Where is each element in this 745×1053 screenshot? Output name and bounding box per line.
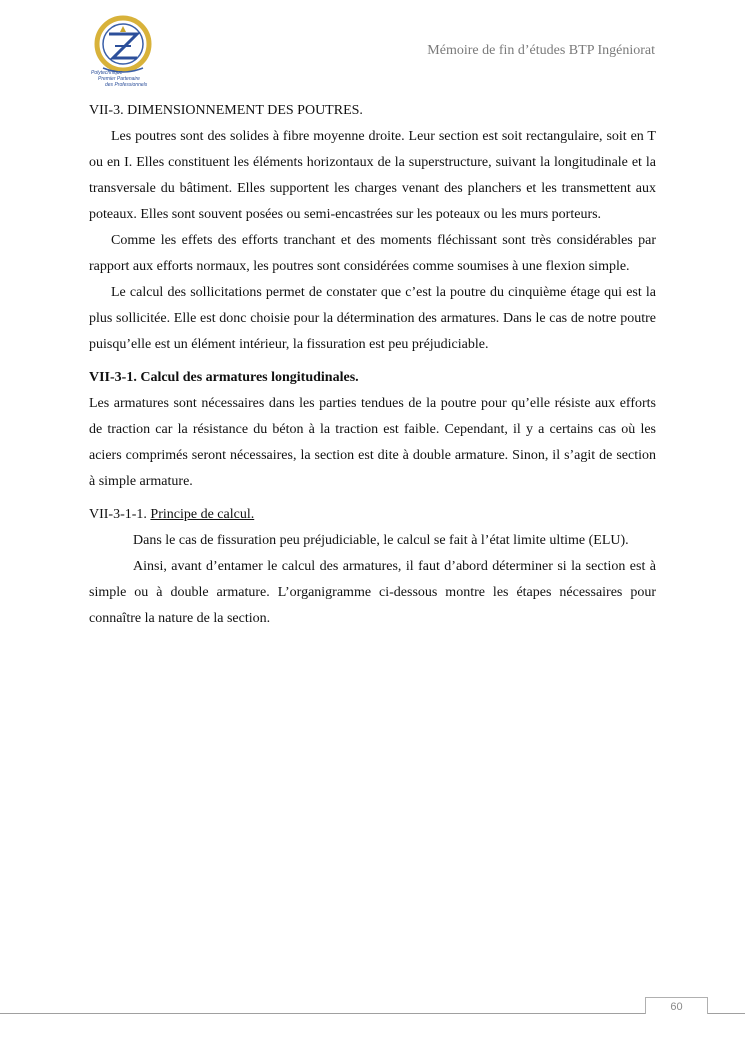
logo-caption-3: des Professionnels — [105, 82, 148, 88]
section-heading: VII-3. DIMENSIONNEMENT DES POUTRES. — [89, 103, 363, 118]
subsection-heading: VII-3-1. Calcul des armatures longitudinales. — [89, 370, 359, 385]
footer-divider — [0, 1013, 745, 1014]
document-body — [89, 98, 656, 632]
body-paragraph: Les armatures sont nécessaires dans les parties tendues de la poutre pour qu’elle résiste aux efforts de traction car la résistance du béton à la traction est faible. Cependant, il y a certains cas où les aciers comprimés seront nécessaires, la section est dite à double armature. Sinon, il s’agit de section à simple armature. — [89, 396, 656, 489]
page-number: 60 — [645, 997, 708, 1014]
body-paragraph: Comme les effets des efforts tranchant et des moments fléchissant sont très considérables par rapport aux efforts normaux, les poutres sont considérées comme soumises à une flexion simple. — [89, 233, 656, 274]
body-paragraph: Ainsi, avant d’entamer le calcul des armatures, il faut d’abord déterminer si la section est à simple ou à double armature. L’organigramme ci-dessous montre les étapes nécessaires pour connaître la nature de la section. — [89, 559, 656, 626]
body-paragraph: Dans le cas de fissuration peu préjudiciable, le calcul se fait à l’état limite ultime (ELU). — [133, 533, 629, 548]
logo-caption-2: Premier Partenaire — [98, 76, 140, 82]
logo-caption-1: Polytechnique — [91, 70, 123, 76]
subsubsection-title: Principe de calcul. — [150, 507, 255, 522]
body-paragraph: Les poutres sont des solides à fibre moyenne droite. Leur section est soit rectangulaire, soit en T ou en I. Elles constituent les éléments horizontaux de la superstructure, suivant la longitudinale et la transversale du bâtiment. Elles supportent les charges venant des planchers et les transmettent aux poteaux. Elles sont souvent posées ou semi-encastrées sur les poteaux ou les murs porteurs. — [89, 129, 656, 222]
school-logo — [93, 14, 153, 92]
body-paragraph: Le calcul des sollicitations permet de constater que c’est la poutre du cinquième étage qui est la plus sollicitée. Elle est donc choisie pour la détermination des armatures. Dans le cas de notre poutre puisqu’elle est un élément intérieur, la fissuration est peu préjudiciable. — [89, 285, 656, 352]
subsubsection-heading — [89, 502, 656, 528]
document-header-title: Mémoire de fin d’études BTP Ingéniorat — [427, 43, 655, 58]
subsubsection-number: VII-3-1-1. — [89, 507, 151, 522]
